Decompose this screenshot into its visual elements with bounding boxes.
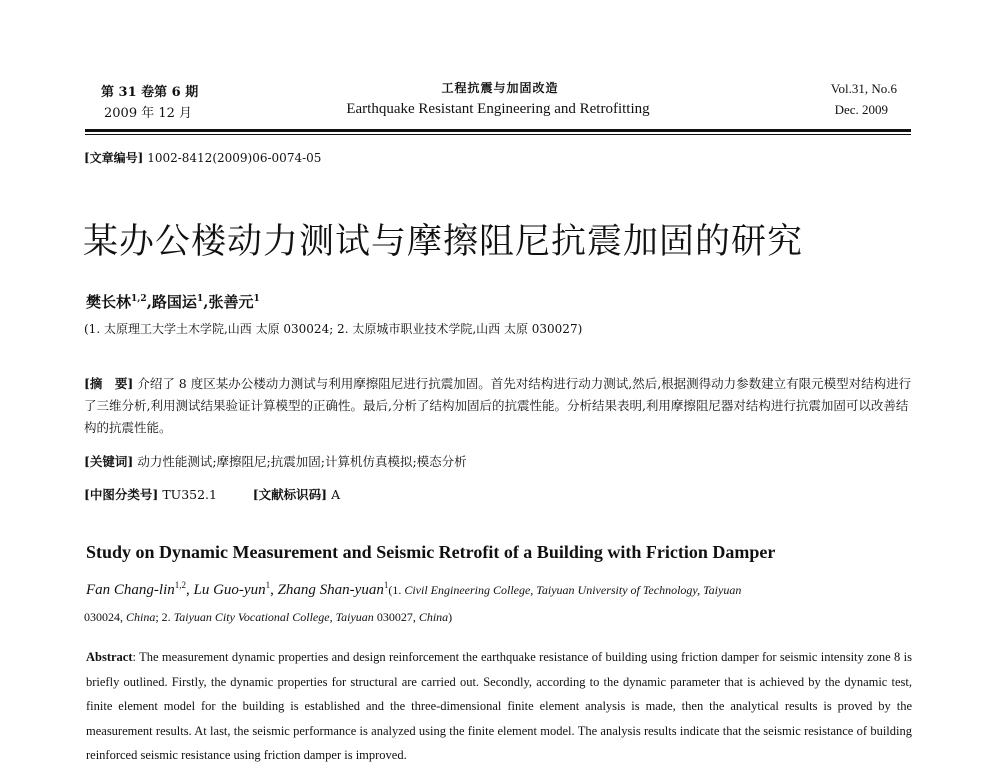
author-separator: , — [146, 293, 152, 311]
author-3-en: Zhang Shan-yuan — [277, 582, 384, 598]
author-1-affil-zh: 1,2 — [131, 294, 147, 304]
journal-name-en: Earthquake Resistant Engineering and Retrofitting — [346, 101, 650, 117]
abstract-zh-text: 介绍了 8 度区某办公楼动力测试与利用摩擦阻尼进行抗震加固。首先对结构进行动力测试,然后,根据测得动力参数建立有限元模型对结构进行了三维分析,利用测试结果验证计算模型的正确性。最后,分析了结构加固后的抗震性能。分析结果表明,利用摩擦阻尼器对结构进行抗震加固可以改善结构的抗震性能。 — [84, 376, 912, 435]
header-rule-thick — [85, 129, 911, 132]
author-3-zh: 张善元 — [208, 293, 254, 311]
keywords-zh-text: 动力性能测试;摩擦阻尼;抗震加固;计算机仿真模拟;模态分析 — [137, 454, 467, 469]
author-3-affil-zh: 1 — [253, 294, 260, 304]
paper-title-en: Study on Dynamic Measurement and Seismic Retrofit of a Building with Friction Damper — [86, 542, 776, 562]
affil-close-en: ) — [448, 610, 453, 624]
doc-code-value: A — [331, 487, 341, 502]
author-1-zh: 樊长林 — [86, 293, 132, 311]
abstract-zh — [84, 373, 916, 439]
affil-2-prefix-en: ; 2. — [155, 610, 174, 624]
authors-zh — [86, 291, 260, 312]
author-3-affil-en: 1 — [383, 580, 389, 590]
date-zh: 2009 年 12 月 — [104, 106, 193, 121]
volume-issue-en: Vol.31, No.6 — [830, 81, 897, 96]
author-1-affil-en: 1,2 — [174, 580, 186, 590]
keywords-zh — [84, 452, 467, 470]
abstract-zh-label: [摘 要] — [84, 376, 134, 391]
journal-name-zh: 工程抗震与加固改造 — [441, 81, 559, 95]
volume-issue-zh: 第 31 卷第 6 期 — [101, 85, 199, 100]
doc-code-label: [文献标识码] — [252, 487, 328, 502]
author-2-affil-zh: 1 — [196, 294, 204, 304]
author-2-en: Lu Guo-yun — [193, 582, 266, 598]
affil-2-country-en: China — [418, 610, 449, 624]
abstract-en: Abstract: The measurement dynamic properties and design reinforcement the earthquake resistance of building using friction damper for seismic intensity zone 8 is briefly outlined. Firstly, the dynamic properties for structural are carried out. Secondly, according to the dynamic parameter that is achieved by the dynamic test, finite element model for the building is established and the three-dimensional finite element analysis is made, then the analytical results is proved by the measurement results. At last, the seismic performance is analyzed using the finite element model. The analysis results indicate that the seismic resistance of building reinforced seismic resistance using friction damper is improved. — [86, 650, 912, 762]
abstract-en-label: Abstract — [86, 650, 133, 664]
author-separator: , — [203, 293, 209, 311]
author-2-zh: 路国运 — [151, 293, 197, 311]
document-number-value: 1002-8412(2009)06-0074-05 — [147, 151, 322, 165]
affil-1-country-en: China — [126, 610, 156, 624]
author-2-affil-en: 1 — [265, 580, 271, 590]
abstract-en-text: The measurement dynamic properties and design reinforcement the earthquake resistance of building using friction damper for seismic intensity zone 8 is briefly outlined. Firstly, the dynamic properties for structural are carried out. Secondly, according to the dynamic parameter that is achieved by the dynamic test, finite element model for the building is established and the three-dimensional finite element analysis is made, then the analytical results is proved by the measurement results. At last, the seismic performance is analyzed using the finite element model. The analysis results indicate that the seismic resistance of building reinforced seismic resistance using friction damper is improved. — [86, 650, 912, 762]
clc-label: [中图分类号] — [84, 487, 159, 502]
affil-en-prefix: (1. — [388, 583, 405, 597]
date-en: Dec. 2009 — [834, 102, 888, 117]
keywords-zh-label: [关键词] — [84, 454, 134, 469]
paper-title-zh: 某办公楼动力测试与摩擦阻尼抗震加固的研究 — [83, 222, 804, 262]
author-1-en: Fan Chang-lin — [86, 582, 175, 598]
authors-en: Fan Chang-lin$^{1,2}$, Lu Guo-yun$^1$, Zhang Shan-yuan$^1$(1. Civil Engineering College, Taiyuan University of Technology, Taiyuan — [86, 580, 742, 598]
affiliation-zh: (1. 太原理工大学土木学院,山西 太原 030024; 2. 太原城市职业技术学院,山西 太原 030027) — [84, 322, 583, 336]
affil-2-zip-en: 030027, — [373, 610, 419, 624]
clc-value: TU352.1 — [162, 487, 217, 502]
document-number — [84, 149, 321, 166]
classification — [84, 485, 340, 503]
affiliation-en-line2 — [84, 610, 452, 625]
affiliation-2-en: Taiyuan City Vocational College, Taiyuan — [173, 610, 374, 624]
document-number-label: [文章编号] — [84, 151, 144, 165]
header-rule-thin — [85, 134, 911, 135]
affil-1-zip-en: 030024, — [84, 610, 126, 624]
affiliation-1-en: Civil Engineering College, Taiyuan University of Technology, Taiyuan — [404, 583, 742, 597]
